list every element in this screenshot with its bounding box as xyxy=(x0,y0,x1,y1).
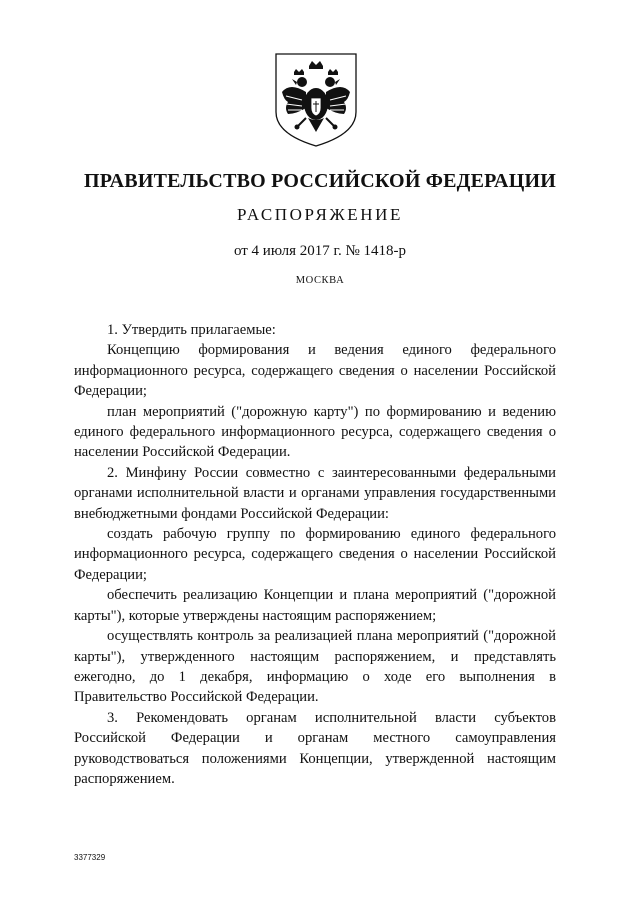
paragraph-working-group: создать рабочую группу по формированию единого федерального информационного ресурса, содержащего сведения о населении Российской Федерации; xyxy=(74,526,556,583)
paragraph-roadmap: план мероприятий ("дорожную карту") по формированию и ведению единого федерального информационного ресурса, содержащего сведения о населении Российской Федерации. xyxy=(74,403,556,461)
paragraph-item-3: 3. Рекомендовать органам исполнительной власти субъектов Российской Федерации и органам местного самоуправления руководствоваться положениями Концепции, утвержденной настоящим распоряжением. xyxy=(74,709,556,787)
paragraph-concept: Концепцию формирования и ведения единого федерального информационного ресурса, содержащего сведения о населении Российской Федерации; xyxy=(74,342,556,400)
paragraph-item-1: 1. Утвердить прилагаемые: xyxy=(107,322,276,338)
order-body xyxy=(74,320,556,789)
paragraph-control: осуществлять контроль за реализацией плана мероприятий ("дорожной карты"), утвержденного настоящим распоряжением, и представлять ежегодно, до 1 декабря, информацию о ходе его выполнения в Правительство Российской Федерации. xyxy=(74,628,556,706)
city: МОСКВА xyxy=(295,275,345,286)
order-date-number: от 4 июля 2017 г. № 1418-р xyxy=(233,243,407,259)
paragraph-implementation: обеспечить реализацию Концепции и плана мероприятий ("дорожной карты"), которые утверждены настоящим распоряжением; xyxy=(74,587,556,624)
coat-of-arms-emblem xyxy=(272,52,360,148)
document-id: 3377329 xyxy=(74,853,106,862)
document-type: РАСПОРЯЖЕНИЕ xyxy=(236,205,404,224)
paragraph-item-2: 2. Минфину России совместно с заинтересованными федеральными органами исполнительной власти и органами управления государственными внебюджетными фондами Российской Федерации: xyxy=(74,464,556,522)
government-title: ПРАВИТЕЛЬСТВО РОССИЙСКОЙ ФЕДЕРАЦИИ xyxy=(84,170,556,192)
